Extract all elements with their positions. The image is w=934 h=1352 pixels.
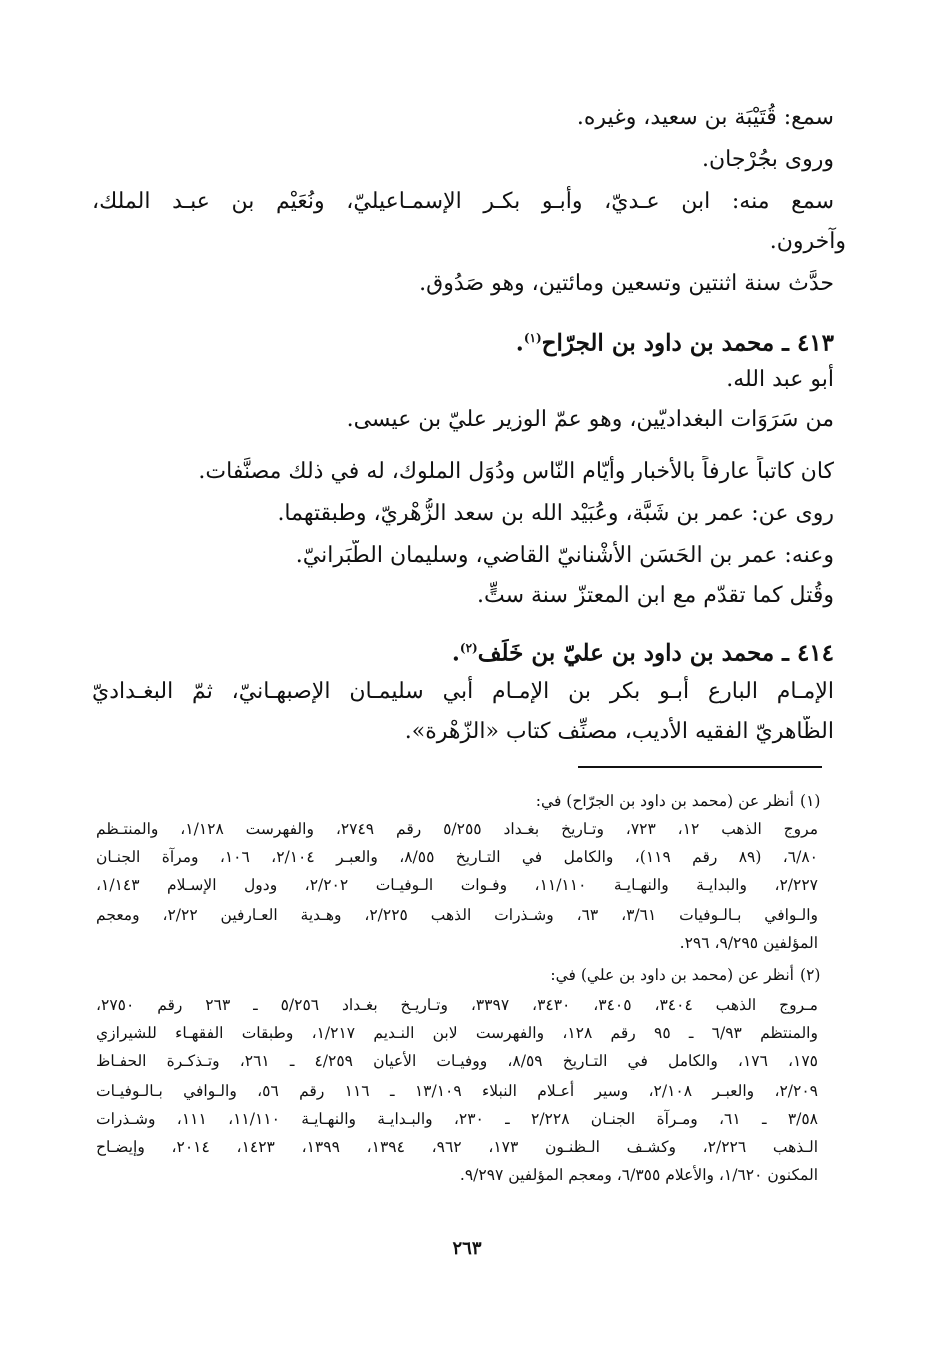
footnote-number: (١) xyxy=(800,792,821,810)
footnote-line: ٦/٨٠، (٨٩ رقم ١١٩)، والكامل في التـاريخ ٨/٥٥، والعبـر ٢/١٠٤، ١٠٦، ومرآة الجنـان xyxy=(96,848,818,866)
body-line: الإمـام البارع أبـو بكر بن الإمـام أبي سليمـان الإصبهـانيّ، ثمّ البغـداديّ xyxy=(92,679,834,704)
footnote-line: أنظر عن (محمد بن داود بن علي) في: xyxy=(550,966,794,984)
footnote-separator xyxy=(578,766,822,768)
body-line: وآخرون. xyxy=(769,229,846,254)
body-line: حدَّث سنة اثنتين وتسعين ومائتين، وهو صَدُوق. xyxy=(419,271,834,296)
body-line: من سَرَوَات البغداديّين، وهو عمّ الوزير عليّ بن عيسى. xyxy=(346,407,834,432)
footnote-line: أنظر عن (محمد بن داود بن الجرّاح) في: xyxy=(535,792,794,810)
footnote-line: ١٧٥، ١٧٦، والكامل في التـاريخ ٨/٥٩، ووفيـات الأعيان ٤/٢٥٩ ـ ٢٦١، وتـذكـرة الحفـاظ xyxy=(96,1052,818,1070)
footnote-line: المؤلفين ٩/٢٩٥، ٢٩٦. xyxy=(679,934,818,952)
footnote-line: والـوافي بـالـوفيات ٣/٦١، ٦٣، وشـذرات الذهب ٢/٢٢٥، وهـدية العـارفين ٢/٢٢، ومعجم xyxy=(96,906,818,924)
entry-heading-text: ٤١٣ ـ محمد بن داود بن الجرّاح xyxy=(541,329,834,357)
body-line: الظّاهريّ الفقيه الأديب، مصنِّف كتاب «الزّهْرة». xyxy=(404,719,834,744)
footnote-marker: (٢) xyxy=(459,641,478,655)
entry-heading-text: ٤١٤ ـ محمد بن داود بن عليّ بن خَلَف xyxy=(477,639,834,667)
body-line: وروى بجُرْجان. xyxy=(702,147,834,172)
footnote-line: ٢/٢٠٩، والعبـر ٢/١٠٨، وسير أعـلام النبلاء ١٣/١٠٩ ـ ١١٦ رقم ٥٦، والـوافي بـالـوفيـات xyxy=(96,1082,818,1100)
footnote-line: الـذهب ٢/٢٢٦، وكشـف الـظنـون ١٧٣، ٩٦٢، ١٣٩٤، ١٣٩٩، ١٤٢٣، ٢٠١٤، وإيضـاح xyxy=(96,1138,818,1156)
entry-heading-413: ٤١٣ ـ محمد بن داود بن الجرّاح$^{(١)}$. xyxy=(515,329,834,357)
body-line: روى عن: عمر بن شَبَّة، وعُبَيْد الله بن سعد الزُّهْريّ، وطبقتهما. xyxy=(277,501,834,526)
footnote-line: ٣/٥٨ ـ ٦١، ومـرآة الجنـان ٢/٢٢٨ ـ ٢٣٠، والبـدايـة والنهـايـة ١١/١١٠، ١١١، وشـذرات xyxy=(96,1110,818,1128)
footnote-marker: (١) xyxy=(523,331,542,345)
main-text xyxy=(92,0,846,760)
body-line: سمع: قُتَيْبَة بن سعيد، وغيره. xyxy=(576,105,834,130)
body-line: أبو عبد الله. xyxy=(726,367,834,392)
entry-heading-414: ٤١٤ ـ محمد بن داود بن عليّ بن خَلَف$^{(٢)}$. xyxy=(451,639,834,667)
footnote-line: مـروج الذهب ٣٤٠٤، ٣٤٠٥، ٣٤٣٠، ٣٣٩٧، وتـاريـخ بغـداد ٥/٢٥٦ ـ ٢٦٣ رقم ٢٧٥٠، xyxy=(96,996,818,1014)
footnote-line: مروج الذهب ١٢، ٧٢٣، وتـاريخ بغـداد ٥/٢٥٥ رقم ٢٧٤٩، والفهرست ١/١٢٨، والمنتـظم xyxy=(96,820,818,838)
body-line: وقُتل كما تقدّم مع ابن المعتزّ سنة ستٍّ. xyxy=(476,583,834,608)
footnote-line: والمنتظم ٦/٩٣ ـ ٩٥ رقم ١٢٨، والفهرست لابن النـديم ١/٢١٧، وطبقات الفقهـاء للشيرازي xyxy=(96,1024,818,1042)
footnote-number: (٢) xyxy=(800,966,821,984)
footnote-line: المكنون ١/٦٢٠، والأعلام ٦/٣٥٥، ومعجم المؤلفين ٩/٢٩٧. xyxy=(459,1166,818,1184)
body-line: وعنه: عمر بن الحَسَن الأُشْنانيّ القاضي، وسليمان الطَّبَرانيّ. xyxy=(295,543,834,568)
page-number: ٢٦٣ xyxy=(452,1238,482,1259)
body-line: كان كاتباً عارفاً بالأخبار وأيّام النّاس ودُوَل الملوك، له في ذلك مصنَّفات. xyxy=(198,459,834,484)
body-line: سمع منه: ابن عـديّ، وأبـو بكـر الإسمـاعيليّ، ونُعَيْم بن عبـد الملك، xyxy=(92,189,834,214)
footnote-line: ٢/٢٢٧، والبدايـة والنهـايـة ١١/١١٠، وفـوات الـوفيـات ٢/٢٠٢، ودول الإسـلام ١/١٤٣، xyxy=(96,876,818,894)
